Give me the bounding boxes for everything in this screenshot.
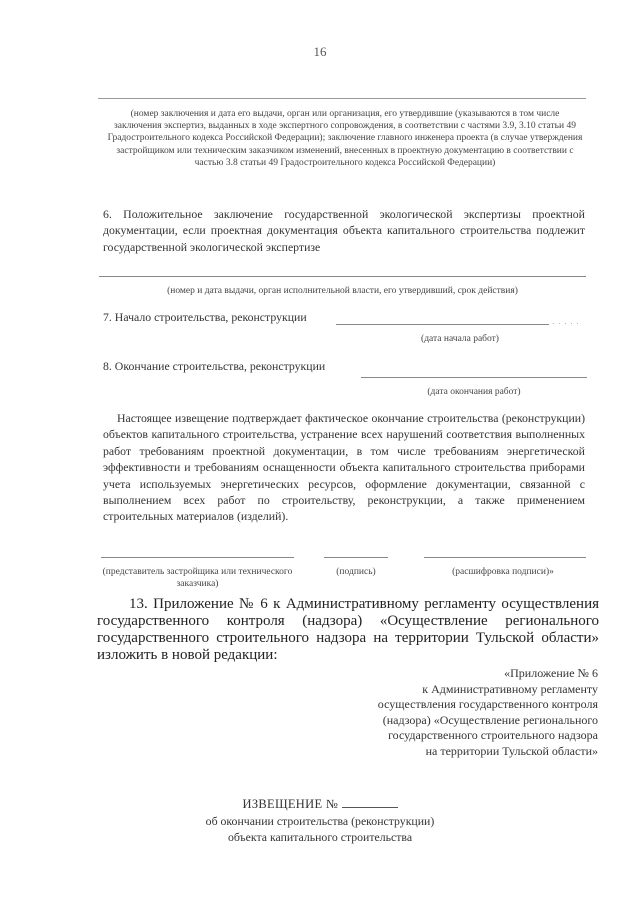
item-6-text: 6. Положительное заключение государственной экологической экспертизы проектной документации, если проектная документация объекта капитального строительства подлежит государственной экологической экспертизе: [103, 207, 585, 254]
notice-number-blank: [342, 795, 398, 808]
conclusion-caption: (номер заключения и дата его выдачи, орган или организация, его утвердившие (указываются в том числе заключения экспертиз, выданных в ходе экспертного сопровождения, в соответствии с частями 3.9, 3.10 статьи 49 Градостроительного кодекса Российской Федерации); заключение главного инженера проекта (в случае утверждения застройщиком или техническим заказчиком изменений, внесенных в проектную документацию в соответствии с частью 3.8 статьи 49 Градостроительного кодекса Российской Федерации): [107, 109, 583, 168]
annex-line-6: на территории Тульской области»: [425, 743, 598, 758]
item-13-text: 13. Приложение № 6 к Административному регламенту осуществления государственного контроля (надзора) «Осуществление регионального государственного строительного надзора на территории Тульской области» изложить в новой редакции:: [97, 596, 599, 663]
signature-caption: (подпись): [336, 567, 376, 577]
item-6-caption: (номер и дата выдачи, орган исполнительной власти, его утвердивший, срок действия): [167, 286, 518, 296]
representative-caption: (представитель застройщика или технического заказчика): [102, 567, 293, 590]
notice-subtitle-1: об окончании строительства (реконструкции): [205, 814, 435, 828]
notice-title-row: [0, 795, 640, 813]
notice-subtitle-2: объекта капитального строительства: [227, 830, 413, 844]
item-6-fill-line: [99, 276, 586, 277]
item-7-caption: (дата начала работ): [421, 334, 499, 344]
annex-header: [330, 666, 598, 760]
item-8-caption: (дата окончания работ): [427, 387, 521, 397]
item-7-trailing-dots: · · · · ·: [552, 320, 580, 328]
notice-title: ИЗВЕЩЕНИЕ №: [242, 797, 339, 811]
page-number: 16: [313, 44, 327, 59]
annex-line-5: государственного строительного надзора: [388, 728, 598, 743]
item-8-fill-line: [361, 377, 587, 378]
transcript-caption: (расшифровка подписи)»: [452, 567, 554, 577]
signature-line: [324, 557, 388, 558]
item-8-label: 8. Окончание строительства, реконструкции: [103, 359, 326, 373]
annex-line-4: (надзора) «Осуществление регионального: [382, 712, 598, 727]
conclusion-fill-line: [98, 98, 586, 99]
item-7-fill-line: [336, 324, 549, 325]
annex-line-1: «Приложение № 6: [504, 666, 598, 680]
item-7-label: 7. Начало строительства, реконструкции: [103, 310, 307, 324]
confirmation-paragraph: Настоящее извещение подтверждает фактическое окончание строительства (реконструкции) объектов капитального строительства, устранение всех нарушений соответствия выполненных работ требованиям проектной документации, в том числе требованиям энергетической эффективности и требованиям оснащенности объекта капитального строительства приборами учета используемых энергетических ресурсов, оформление документации, связанной с выполнением всех работ по строительству, реконструкции, а также применением строительных материалов (изделий).: [103, 411, 585, 524]
signature-transcript-line: [424, 557, 586, 558]
annex-line-3: осуществления государственного контроля: [377, 697, 598, 712]
notice-heading: [0, 795, 640, 845]
representative-signature-line: [101, 557, 294, 558]
annex-line-2: к Административному регламенту: [422, 681, 598, 696]
